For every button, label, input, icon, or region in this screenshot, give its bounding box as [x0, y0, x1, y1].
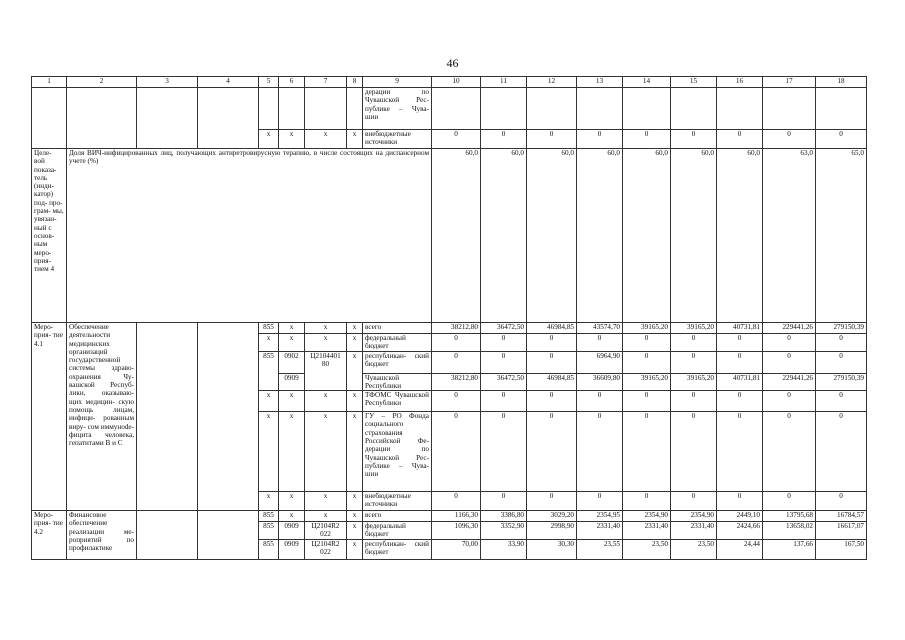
code-cell: х: [305, 492, 347, 511]
col-header: 9: [363, 77, 432, 88]
col-header: 13: [577, 77, 623, 88]
indicator-text: Доля ВИЧ-инфицированных лиц, получающих антиретровирусную терапию, в числе состоящих на диспансерном учете (%): [67, 149, 432, 323]
col-header: 15: [671, 77, 717, 88]
code-cell: 0909: [279, 373, 305, 391]
row-label: Целе- вой показа- тель (инди- катор) под- про- грам- мы, увязан- ный с основ- ным меро- прия- тием 4: [32, 149, 67, 323]
funding-source: дерации по Чувашской Рес- публике – Чува- шии: [363, 88, 432, 130]
code-cell: Ц2104401 80: [305, 351, 347, 391]
value-cell: 1096,30: [432, 522, 481, 540]
value-cell: 2354,95: [577, 511, 623, 522]
value-cell: 0: [717, 492, 763, 511]
value-cell: 40731,81: [717, 373, 763, 391]
value-cell: 0: [623, 334, 671, 352]
funding-source: внебюджетные источники: [363, 492, 432, 511]
value-cell: 0: [816, 334, 867, 352]
value-cell: 23,55: [577, 539, 623, 559]
code-cell: х: [347, 539, 363, 559]
code-cell: 0909: [279, 539, 305, 559]
col-header: 11: [481, 77, 527, 88]
code-cell: х: [305, 391, 347, 412]
code-cell: х: [347, 334, 363, 352]
code-cell: Ц2104R2 022: [305, 539, 347, 559]
table-row: [32, 88, 867, 130]
col-header: 6: [279, 77, 305, 88]
code-cell: х: [259, 334, 279, 352]
budget-table: [31, 76, 867, 560]
value-cell: 279150,39: [816, 373, 867, 391]
funding-source: всего: [363, 323, 432, 334]
value-cell: 0: [577, 492, 623, 511]
value-cell: 13795,68: [763, 511, 816, 522]
value-cell: 30,30: [527, 539, 577, 559]
value-cell: 3386,80: [481, 511, 527, 522]
value-cell: 39165,20: [671, 373, 717, 391]
value-cell: 0: [432, 492, 481, 511]
value-cell: 36472,50: [481, 373, 527, 391]
col-header: 1: [32, 77, 67, 88]
value-cell: 0: [671, 391, 717, 412]
value-cell: 0: [432, 334, 481, 352]
code-cell: х: [259, 492, 279, 511]
activity-text: Финансовое обеспечение реализации ме- роприятий по профилактике: [67, 511, 137, 560]
value-cell: 2998,90: [527, 522, 577, 540]
code-cell: 855: [259, 323, 279, 334]
code-cell: 0902: [279, 351, 305, 373]
col-header: 12: [527, 77, 577, 88]
funding-source: внебюджетные источники: [363, 130, 432, 149]
code-cell: х: [347, 412, 363, 492]
col-header: 10: [432, 77, 481, 88]
value-cell: 13658,02: [763, 522, 816, 540]
value-cell: 3029,20: [527, 511, 577, 522]
table-row: [32, 511, 867, 522]
value-cell: 0: [763, 391, 816, 412]
value-cell: 36609,80: [577, 373, 623, 391]
value-cell: 0: [623, 391, 671, 412]
code-cell: х: [279, 412, 305, 492]
value-cell: 2354,90: [623, 511, 671, 522]
table-row: [32, 323, 867, 334]
page-number: 46: [446, 56, 459, 70]
code-cell: х: [259, 412, 279, 492]
col-header: 16: [717, 77, 763, 88]
code-cell: х: [279, 511, 305, 522]
value-cell: 33,90: [481, 539, 527, 559]
value-cell: 70,00: [432, 539, 481, 559]
value-cell: 6964,90: [577, 351, 623, 373]
value-cell: 0: [432, 351, 481, 373]
value-cell: 2354,90: [671, 511, 717, 522]
value-cell: 16617,07: [816, 522, 867, 540]
code-cell: х: [259, 391, 279, 412]
col-header: 3: [137, 77, 198, 88]
code-cell: х: [305, 412, 347, 492]
value-cell: 46984,85: [527, 373, 577, 391]
value-cell: 24,44: [717, 539, 763, 559]
header-row: [32, 77, 867, 88]
value-cell: 0: [763, 351, 816, 373]
value-cell: 2449,10: [717, 511, 763, 522]
code-cell: 855: [259, 511, 279, 522]
value-cell: 1166,30: [432, 511, 481, 522]
code-cell: х: [347, 522, 363, 540]
code-cell: х: [347, 492, 363, 511]
code-cell: 855: [259, 539, 279, 559]
value-cell: 23,50: [671, 539, 717, 559]
value-cell: 229441,26: [763, 373, 816, 391]
value-cell: 0: [527, 334, 577, 352]
code-cell: Ц2104R2 022: [305, 522, 347, 540]
value-cell: 2424,66: [717, 522, 763, 540]
value-cell: 43574,70: [577, 323, 623, 334]
value-cell: 46984,85: [527, 323, 577, 334]
value-cell: 0: [577, 391, 623, 412]
value-cell: 0: [717, 391, 763, 412]
value-cell: 3352,90: [481, 522, 527, 540]
code-cell: х: [305, 511, 347, 522]
funding-source: федеральный бюджет: [363, 334, 432, 352]
value-cell: 279150,39: [816, 323, 867, 334]
value-cell: 2331,40: [671, 522, 717, 540]
value-cell: 0: [481, 351, 527, 373]
code-cell: х: [279, 391, 305, 412]
value-cell: 0: [671, 492, 717, 511]
value-cell: 38212,80: [432, 373, 481, 391]
value-cell: 0: [577, 412, 623, 492]
activity-text: Обеспечение деятельности медицинских организаций государственной системы здраво- охранения Чу- вашской Респуб- лики, оказываю- щих медицин- скую помощь лицам, инфици- рованным виру- сом иммунode- фицита человека, гепатитами В и С: [67, 323, 137, 511]
value-cell: 0: [671, 412, 717, 492]
value-cell: 38212,80: [432, 323, 481, 334]
table-row: х х х х внебюджетные источники 0 0 0 0 0 0 0 0 0: [32, 130, 867, 149]
funding-source: федеральный бюджет: [363, 522, 432, 540]
value-cell: 0: [763, 334, 816, 352]
col-header: 17: [763, 77, 816, 88]
activity-label: Меро- прия- тие 4.1: [32, 323, 67, 511]
value-cell: 0: [671, 334, 717, 352]
value-cell: 0: [481, 391, 527, 412]
value-cell: 2331,40: [577, 522, 623, 540]
code-cell: х: [347, 391, 363, 412]
value-cell: 0: [717, 412, 763, 492]
value-cell: 0: [623, 412, 671, 492]
col-header: 2: [67, 77, 137, 88]
funding-source: республикан- ский бюджет: [363, 351, 432, 373]
value-cell: 0: [623, 492, 671, 511]
funding-source: республикан- ский бюджет: [363, 539, 432, 559]
value-cell: 0: [432, 412, 481, 492]
value-cell: 229441,26: [763, 323, 816, 334]
value-cell: 39165,20: [671, 323, 717, 334]
col-header: 14: [623, 77, 671, 88]
code-cell: х: [347, 323, 363, 334]
value-cell: 0: [432, 391, 481, 412]
code-cell: 855: [259, 522, 279, 540]
code-cell: х: [305, 323, 347, 334]
col-header: 4: [198, 77, 259, 88]
value-cell: 0: [763, 492, 816, 511]
value-cell: 0: [671, 351, 717, 373]
code-cell: х: [305, 334, 347, 352]
activity-label: Меро- прия- тие 4.2: [32, 511, 67, 560]
funding-source: ТФОМС Чувашской Республики: [363, 391, 432, 412]
value-cell: 0: [577, 334, 623, 352]
code-cell: 0909: [279, 522, 305, 540]
col-header: 7: [305, 77, 347, 88]
value-cell: 0: [527, 351, 577, 373]
value-cell: 0: [717, 351, 763, 373]
col-header: 5: [259, 77, 279, 88]
value-cell: 39165,20: [623, 373, 671, 391]
value-cell: 36472,50: [481, 323, 527, 334]
value-cell: 0: [481, 412, 527, 492]
funding-source: всего: [363, 511, 432, 522]
value-cell: 137,66: [763, 539, 816, 559]
value-cell: 39165,20: [623, 323, 671, 334]
col-header: 8: [347, 77, 363, 88]
value-cell: 0: [816, 351, 867, 373]
value-cell: 167,50: [816, 539, 867, 559]
value-cell: 0: [816, 391, 867, 412]
target-indicator-row: Целе- вой показа- тель (инди- катор) под- про- грам- мы, увязан- ный с основ- ным меро- прия- тием 4 Доля ВИЧ-инфицированных лиц, получающих антиретровирусную терапию, в числе состоящих на диспансерном учете (%) 60,0 60,0 60,0 60,0 60,0 60,0 60,0 63,0 65,0: [32, 149, 867, 323]
value-cell: 23,50: [623, 539, 671, 559]
value-cell: 2331,40: [623, 522, 671, 540]
code-cell: х: [347, 351, 363, 391]
value-cell: 0: [763, 412, 816, 492]
value-cell: 0: [481, 492, 527, 511]
code-cell: х: [279, 492, 305, 511]
funding-source: ГУ – РО Фонда социального страхования Российской Фе- дерации по Чувашской Рес- публике – Чува- шии: [363, 412, 432, 492]
funding-source: Чувашской Республики: [363, 373, 432, 391]
value-cell: 0: [717, 334, 763, 352]
value-cell: 0: [816, 412, 867, 492]
value-cell: 0: [623, 351, 671, 373]
value-cell: 16784,57: [816, 511, 867, 522]
code-cell: 855: [259, 351, 279, 391]
value-cell: 40731,81: [717, 323, 763, 334]
value-cell: 0: [527, 391, 577, 412]
code-cell: х: [279, 334, 305, 352]
value-cell: 0: [527, 492, 577, 511]
value-cell: 0: [816, 492, 867, 511]
value-cell: 0: [481, 334, 527, 352]
code-cell: х: [347, 511, 363, 522]
value-cell: 0: [527, 412, 577, 492]
code-cell: х: [279, 323, 305, 334]
col-header: 18: [816, 77, 867, 88]
